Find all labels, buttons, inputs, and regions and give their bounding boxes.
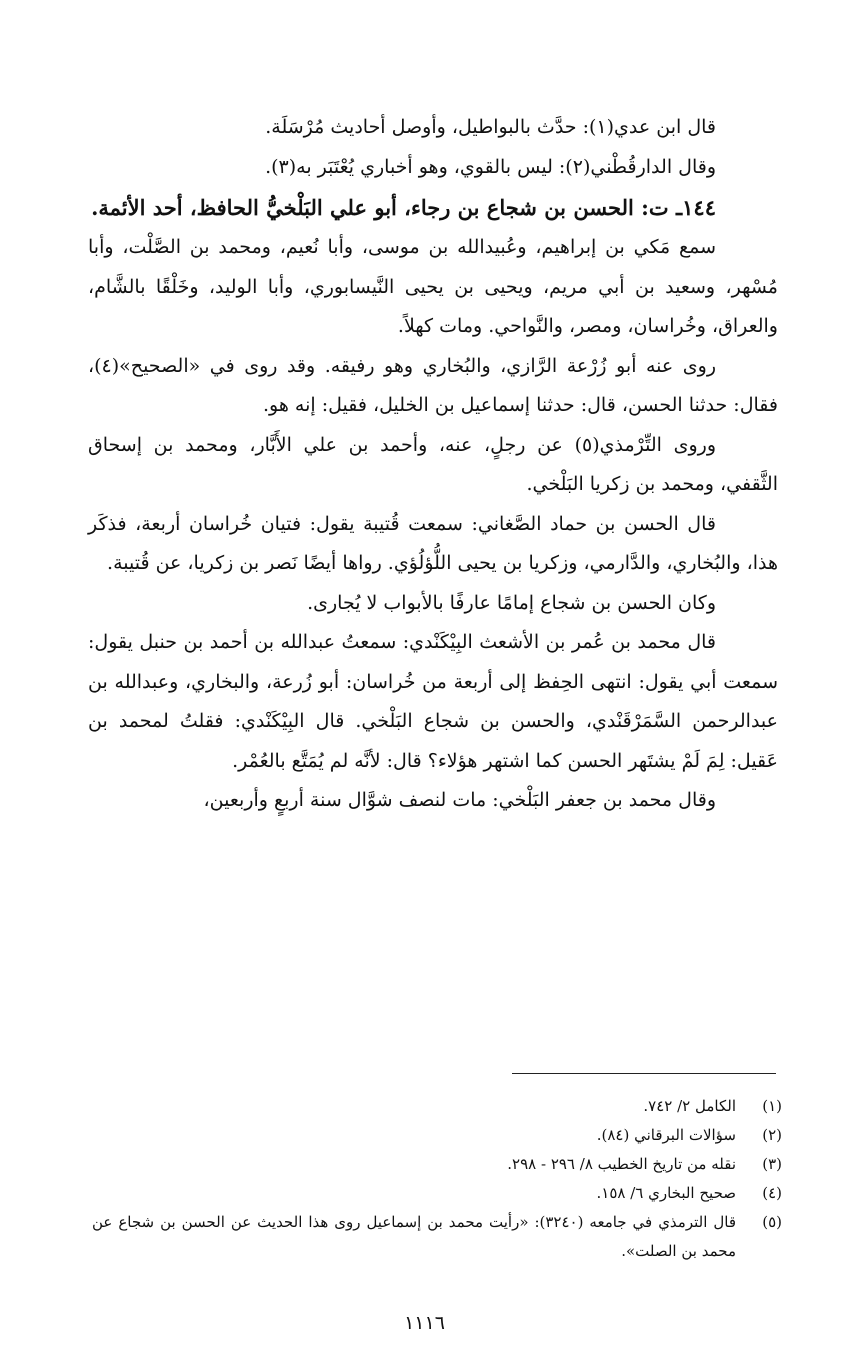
footnote-text: صحيح البخاري ٦/ ١٥٨. — [596, 1184, 736, 1202]
footnote-number: (٥) — [762, 1213, 782, 1231]
paragraph-ibn-adi: قال ابن عدي(١): حدَّث بالبواطيل، وأوصل أحاديث مُرْسَلَة. — [265, 116, 716, 138]
footnote-number: (٣) — [762, 1155, 782, 1173]
footnote-number: (١) — [762, 1097, 782, 1115]
paragraph-death: وقال محمد بن جعفر البَلْخي: مات لنصف شوَّال سنة أربعٍ وأربعين، — [203, 789, 716, 811]
footnote-item — [92, 1150, 782, 1179]
paragraph-imam: وكان الحسن بن شجاع إمامًا عارفًا بالأبواب لا يُجارى. — [307, 591, 716, 614]
footnote-item — [92, 1092, 782, 1121]
main-text — [88, 108, 778, 821]
footnote-separator — [512, 1073, 776, 1074]
footnote-text: سؤالات البرقاني (٨٤). — [596, 1126, 736, 1144]
paragraph-saghani: قال الحسن بن حماد الصَّغاني: سمعت قُتيبة يقول: فتيان خُراسان أربعة، فذكَر هذا، والبُخاري، والدَّارمي، وزكريا بن يحيى اللُّؤلُؤي. رواها أيضًا نَصر بن زكريا، عن قُتيبة. — [88, 512, 778, 574]
entry-heading: ١٤٤ـ ت: الحسن بن شجاع بن رجاء، أبو علي البَلْخيُّ الحافظ، أحد الأئمة. — [91, 195, 716, 220]
page-number: ١١١٦ — [404, 1312, 445, 1334]
paragraph-baykandi: قال محمد بن عُمر بن الأشعث البِيْكَنْدي: سمعتُ عبدالله بن أحمد بن حنبل يقول: سمعت أبي يقول: انتهى الحِفظ إلى أربعة من خُراسان: أبو زُرعة، والبخاري، وعبدالله بن عبدالرحمن السَّمَرْقَنْدي، والحسن بن شجاع البَلْخي. قال البِيْكَنْدي: فقلتُ لمحمد بن عَقيل: لِمَ لَمْ يشتَهر الحسن كما اشتهر هؤلاء؟ قال: لأنَّه لم يُمَتَّع بالعُمْر. — [88, 631, 778, 772]
footnote-item — [92, 1208, 782, 1266]
footnote-number: (٤) — [762, 1184, 782, 1202]
footnotes — [92, 1092, 782, 1266]
paragraph-teachers: سمع مَكي بن إبراهيم، وعُبيدالله بن موسى، وأبا نُعيم، ومحمد بن الصَّلْت، وأبا مُسْهر، وسعيد بن أبي مريم، ويحيى بن يحيى النَّيسابوري، وأبا الوليد، وخَلْقًا بالشَّام، والعراق، وخُراسان، ومصر، والنَّواحي. ومات كهلاً. — [88, 236, 778, 337]
paragraph-tirmidhi: وروى التِّرْمذي(٥) عن رجلٍ، عنه، وأحمد بن علي الأَبَّار، ومحمد بن إسحاق الثَّقفي، ومحمد بن زكريا البَلْخي. — [88, 433, 778, 495]
footnote-item — [92, 1179, 782, 1208]
paragraph-narrators: روى عنه أبو زُرْعة الرَّازي، والبُخاري وهو رفيقه. وقد روى في «الصحيح»(٤)، فقال: حدثنا الحسن، قال: حدثنا إسماعيل بن الخليل، فقيل: إنه هو. — [88, 354, 778, 416]
footnote-text: نقله من تاريخ الخطيب ٨/ ٢٩٦ - ٢٩٨. — [507, 1155, 736, 1173]
paragraph-daraqutni: وقال الدارقُطْني(٢): ليس بالقوي، وهو أخباري يُعْتَبَر به(٣). — [265, 155, 716, 178]
footnote-text: الكامل ٢/ ٧٤٢. — [643, 1097, 736, 1115]
footnote-number: (٢) — [762, 1126, 782, 1144]
footnote-text: قال الترمذي في جامعه (٣٢٤٠): «رأيت محمد بن إسماعيل روى هذا الحديث عن الحسن بن شجاع عن محمد بن الصلت». — [92, 1213, 736, 1260]
footnote-item — [92, 1121, 782, 1150]
